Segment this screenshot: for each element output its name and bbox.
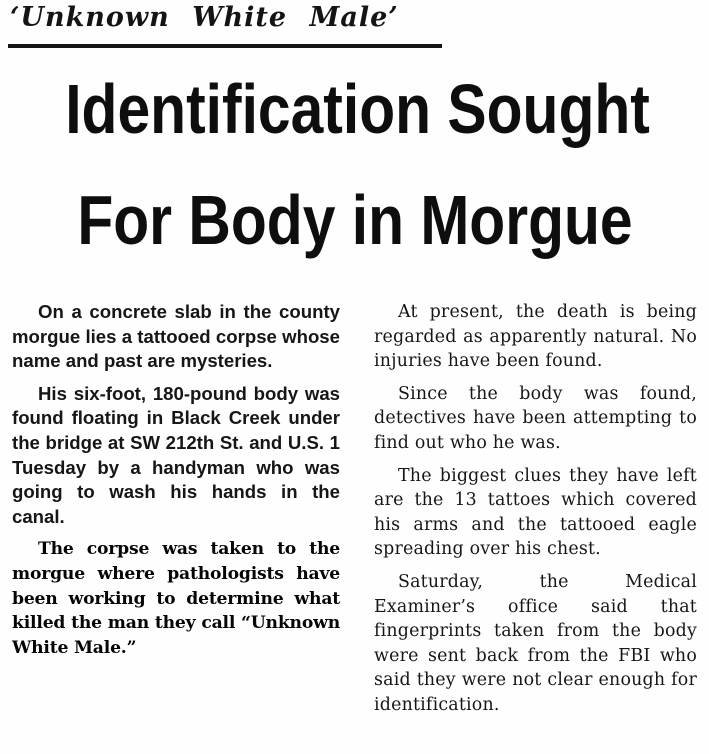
paragraph: His six-foot, 180-pound body was found floating in Black Creek under the bridge at SW 212th St. and U.S. 1 Tuesday by a handyman who was going to wash his hands in the canal. — [12, 382, 340, 527]
headline-line-2: For Body in Morgue — [77, 181, 633, 259]
paragraph: The corpse was taken to the morgue where pathologists have been working to determine what killed the man they call “Unknown White Male.” — [12, 539, 340, 658]
headline-line-1: Identification Sought — [65, 70, 650, 148]
kicker-rule — [8, 44, 442, 48]
paragraph: Saturday, the Medical Examiner’s office said that fingerprints taken from the body were sent back from the FBI who said they were not clear enough for identification. — [374, 571, 697, 715]
paragraph: At present, the death is being regarded as apparently natural. No injuries have been found. — [374, 302, 697, 372]
article-column-right — [374, 300, 697, 726]
kicker-label: ‘Unknown White Male’ — [10, 2, 399, 33]
article-column-left — [12, 300, 340, 668]
paragraph: Since the body was found, detectives have been attempting to find out who he was. — [374, 383, 697, 453]
paragraph: The biggest clues they have left are the 13 tattoes which covered his arms and the tattooed eagle spreading over his chest. — [374, 465, 697, 560]
paragraph: On a concrete slab in the county morgue lies a tattooed corpse whose name and past are mysteries. — [12, 301, 340, 372]
